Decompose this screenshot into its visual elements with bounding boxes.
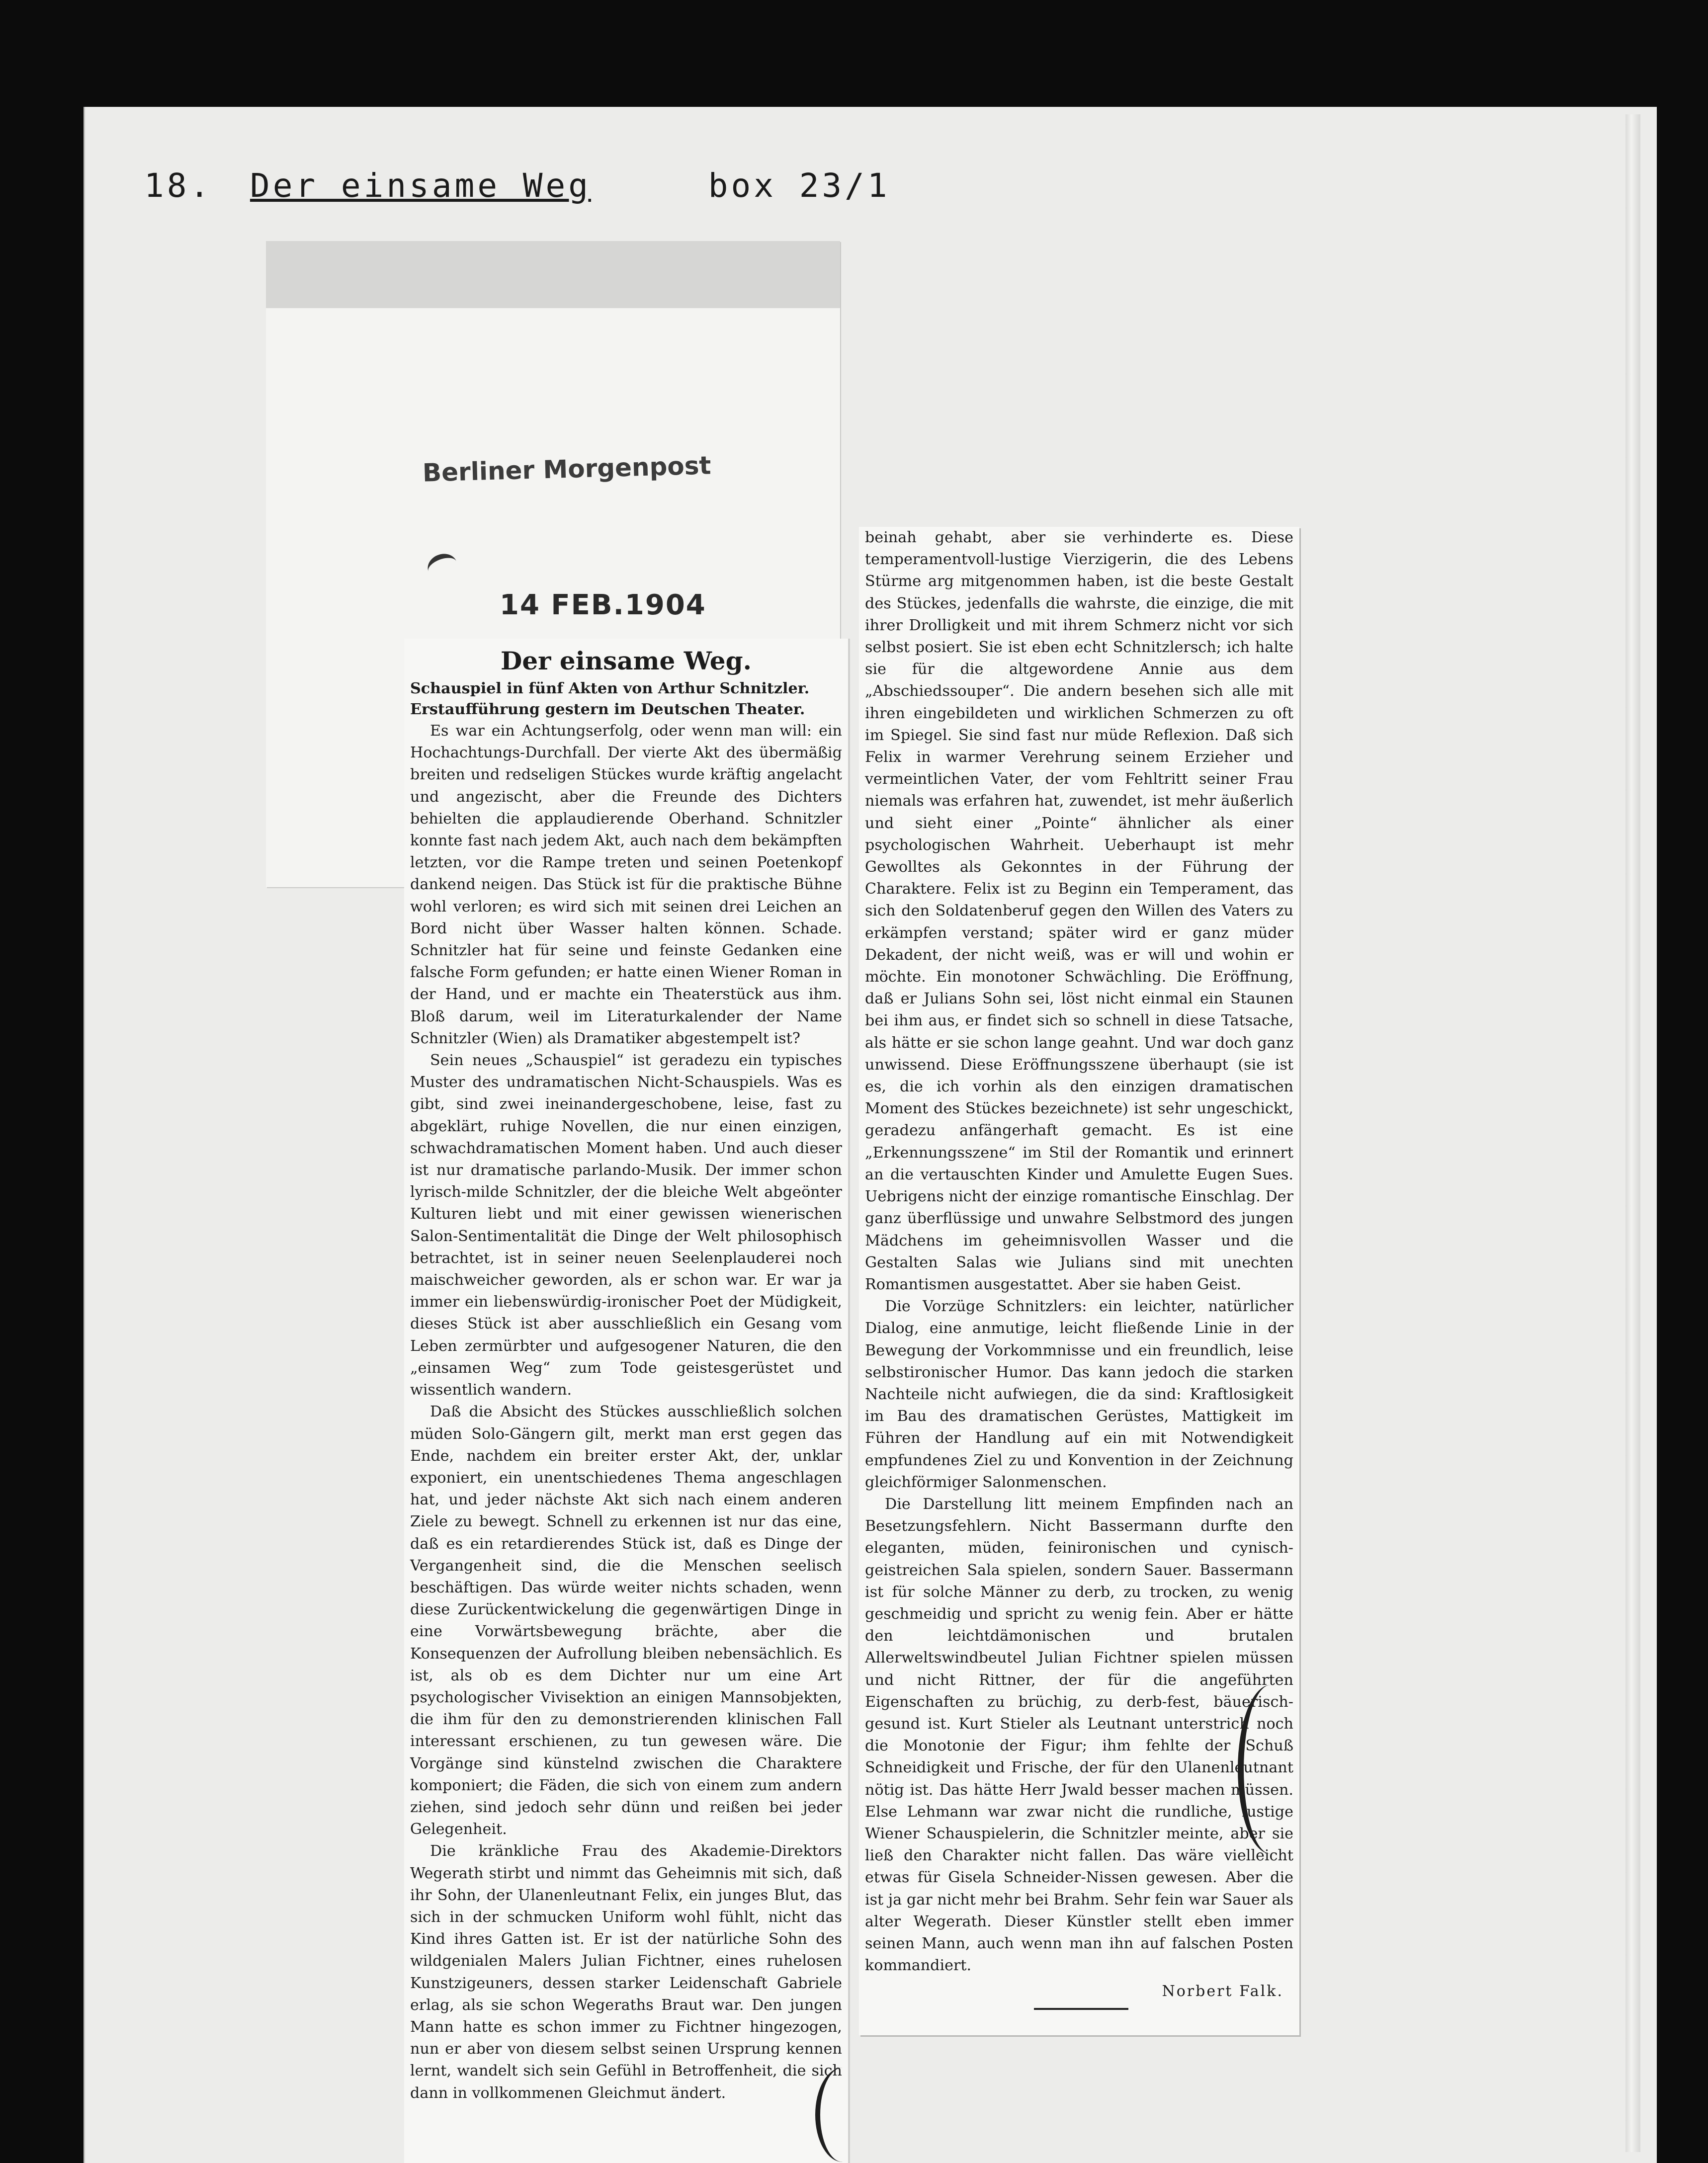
- newspaper-name: Berliner Morgenpost: [422, 451, 712, 488]
- date-stamp: 14 FEB.1904: [500, 589, 706, 621]
- folder-title: Der einsame Weg: [250, 166, 591, 205]
- paragraph: Daß die Absicht des Stückes ausschließlich solchen müden Solo-Gängern gilt, merkt man erst gegen das Ende, nachdem ein breiter erster Akt, der, unklar exponiert, ein unentschiedenes Thema angeschlagen hat, und jeder nächste Akt sich nach einem anderen Ziele zu bewegt. Schnell zu erkennen ist nur das eine, daß es ein retardierendes Stück ist, daß es Dinge der Vergangenheit sind, die die Menschen seelisch beschäftigen. Das würde weiter nichts schaden, wenn diese Zurückentwickelung die gegenwärtigen Dinge in eine Vorwärtsbewegung brächte, aber die Konsequenzen der Aufrollung bleiben nebensächlich. Es ist, als ob es dem Dichter nur um eine Art psychologischer Vivisektion an einigen Mannsobjekten, die ihm für den zu demonstrierenden klinischen Fall interessant erschienen, zu tun gewesen wäre. Die Vorgänge sind künstelnd zwischen die Charaktere komponiert; die Fäden, die sich von einem zum andern ziehen, sind jedoch sehr dünn und reißen bei jeder Gelegenheit.: [410, 1403, 842, 1838]
- box-label: box 23/1: [708, 166, 890, 205]
- paragraph: Sein neues „Schauspiel“ ist geradezu ein typisches Muster des undramatischen Nicht-Schauspiels. Was es gibt, sind zwei ineinandergeschobene, leise, fast zu abgeklärt, ruhige Novellen, die nur einen einzigen, schwachdramatischen Moment haben. Und auch dieser ist nur dramatische parlando-Musik. Der immer schon lyrisch-milde Schnitzler, der die bleiche Welt abgeönter Kulturen liebt und mit einer gewissen wienerischen Salon-Sentimentalität die Dinge der Welt philosophisch betrachtet, ist in seiner neuen Seelenplauderei noch maischweicher geworden, als er schon war. Er war ja immer ein liebenswürdig-ironischer Poet der Müdigkeit, dieses Stück ist aber ausschließlich ein Gesang vom Leben zermürbter und aufgesogener Naturen, die den „einsamen Weg“ zum Tode geistesgerüstet und wissentlich wandern.: [410, 1052, 842, 1399]
- article-subtitle-1: Schauspiel in fünf Akten von Arthur Schnitzler.: [410, 680, 810, 697]
- article-column-right: [859, 527, 1299, 2035]
- signature-rule: [1034, 2008, 1128, 2010]
- sheet-edge: [1625, 114, 1640, 2152]
- paragraph: Die Vorzüge Schnitzlers: ein leichter, natürlicher Dialog, eine anmutige, leicht fließende Linie in der Bewegung der Vorkommnisse und ein freundlich, leise selbstironischer Humor. Das kann jedoch die starken Nachteile nicht aufwiegen, die da sind: Kraftlosigkeit im Bau des dramatischen Gerüstes, Mattigkeit im Führen der Handlung auf ein mit Notwendigkeit empfundenes Ziel zu und Konvention in der Zeichnung gleichförmiger Salonmenschen.: [865, 1298, 1293, 1491]
- pencil-mark: [815, 2068, 870, 2162]
- column-divider: [848, 639, 850, 2163]
- paragraph: Die Darstellung litt meinem Empfinden nach an Besetzungsfehlern. Nicht Bassermann durfte den eleganten, müden, feinironischen und cynisch-geistreichen Sala spielen, sondern Sauer. Bassermann ist für solche Männer zu derb, zu trocken, zu wenig geschmeidig und spricht zu wenig fein. Aber er hätte den leichtdämonischen und brutalen Allerweltswindbeutel Julian Fichtner spielen müssen und nicht Rittner, der für die angeführten Eigenschaften zu brüchig, zu derb-fest, bäuerisch-gesund ist. Kurt Stieler als Leutnant unterstrich noch die Monotonie der Figur; ihm fehlte der Schuß Schneidigkeit und Frische, der für den Ulanenleutnant nötig ist. Das hätte Herr Jwald besser machen müssen. Else Lehmann war zwar nicht die rundliche, lustige Wiener Schauspielerin, die Schnitzler meinte, aber sie ließ den Charakter nicht fallen. Das wäre vielleicht etwas für Gisela Schneider-Nissen gewesen. Aber die ist ja gar nicht mehr bei Brahm. Sehr fein war Sauer als alter Wegerath. Dieser Künstler stellt eben immer seinen Mann, auch wenn man ihn auf falschen Posten kommandiert.: [865, 1495, 1293, 1975]
- folder-number: 18.: [144, 166, 213, 205]
- article-title: Der einsame Weg.: [500, 646, 752, 675]
- paragraph: beinah gehabt, aber sie verhinderte es. Diese temperamentvoll-lustige Vierzigerin, die des Lebens Stürme arg mitgenommen haben, ist die beste Gestalt des Stückes, jedenfalls die wahrste, die einzige, die mit ihrer Drolligkeit und mit ihrem Schmerz nicht vor sich selbst posiert. Sie ist eben echt Schnitzlersch; ich halte sie für die altgewordene Annie aus dem „Abschiedssouper“. Die andern besehen sich alle mit ihren eingebildeten und wirklichen Schmerzen zu oft im Spiegel. Sie sind fast nur müde Reflexion. Daß sich Felix in warmer Verehrung seinem Erzieher und vermeintlichen Vater, der vom Fehltritt seiner Frau niemals was erfahren hat, zuwendet, ist mehr äußerlich und sieht einer „Pointe“ ähnlicher als einer psychologischen Wahrheit. Ueberhaupt ist mehr Gewolltes als Gekonntes in der Führung der Charaktere. Felix ist zu Beginn ein Temperament, das sich den Soldatenberuf gegen den Willen des Vaters zu erkämpfen verstand; später wird er ganz müder Dekadent, der nicht weiß, was er will und wohin er möchte. Ein monotoner Schwächling. Die Eröffnung, daß er Julians Sohn sei, löst nicht einmal ein Staunen bei ihm aus, er findet sich so schnell in diese Tatsache, als hätte er sie schon lange geahnt. Und war doch ganz unwissend. Diese Eröffnungsszene überhaupt (sie ist es, die ich vorhin als den einzigen dramatischen Moment des Stückes bezeichnete) ist sehr ungeschickt, geradezu anfängerhaft gemacht. Es ist eine „Erkennungsszene“ im Stil der Romantik und erinnert an die vertauschten Kinder und Amulette Eugen Sues. Uebrigens nicht der einzige romantische Einschlag. Der ganz überflüssige und unwahre Selbstmord des jungen Mädchens im geheimnisvollen Wasser und die Gestalten Salas wie Julians sind mit unechten Romantismen ausgestattet. Aber sie haben Geist.: [865, 529, 1293, 1293]
- paragraph: Es war ein Achtungserfolg, oder wenn man will: ein Hochachtungs-Durchfall. Der vierte Akt des übermäßig breiten und redseligen Stückes wurde kräftig angelacht und angezischt, aber die Freunde des Dichters behielten die applaudierende Oberhand. Schnitzler konnte fast nach jedem Akt, auch nach dem bekämpften letzten, vor die Rampe treten und seinen Poetenkopf dankend neigen. Das Stück ist für die praktische Bühne wohl verloren; es wird sich mit seinen drei Leichen an Bord nicht über Wasser halten können. Schade. Schnitzler hat für seine und feinste Gedanken eine falsche Form gefunden; er hatte einen Wiener Roman in der Hand, und er machte ein Theaterstück aus ihm. Bloß darum, weil im Literaturkalender der Name Schnitzler (Wien) als Dramatiker abgestempelt ist?: [410, 722, 842, 1047]
- article-column-left: [404, 639, 848, 2163]
- article-subtitle-2: Erstaufführung gestern im Deutschen Theater.: [410, 701, 805, 718]
- clipping-card-shadow: [266, 241, 840, 308]
- archive-header: [144, 166, 890, 205]
- pencil-mark: [1238, 1685, 1303, 1854]
- author-signature: Norbert Falk.: [1162, 1983, 1283, 2000]
- paragraph: Die kränkliche Frau des Akademie-Direktors Wegerath stirbt und nimmt das Geheimnis mit sich, daß ihr Sohn, der Ulanenleutnant Felix, ein junges Blut, das sich in der schmucken Uniform wohl fühlt, nicht das Kind ihres Gatten ist. Er ist der natürliche Sohn des wildgenialen Malers Julian Fichtner, eines ruhelosen Kunstzigeuners, dessen starker Leidenschaft Gabriele erlag, als sie schon Wegeraths Braut war. Den jungen Mann hatte es schon immer zu Fichtner hingezogen, nun er aber von diesem selbst seinen Ursprung kennen lernt, wandelt sich sein Gefühl in Betroffenheit, die sich dann in vollkommenen Gleichmut ändert.: [410, 1842, 842, 2102]
